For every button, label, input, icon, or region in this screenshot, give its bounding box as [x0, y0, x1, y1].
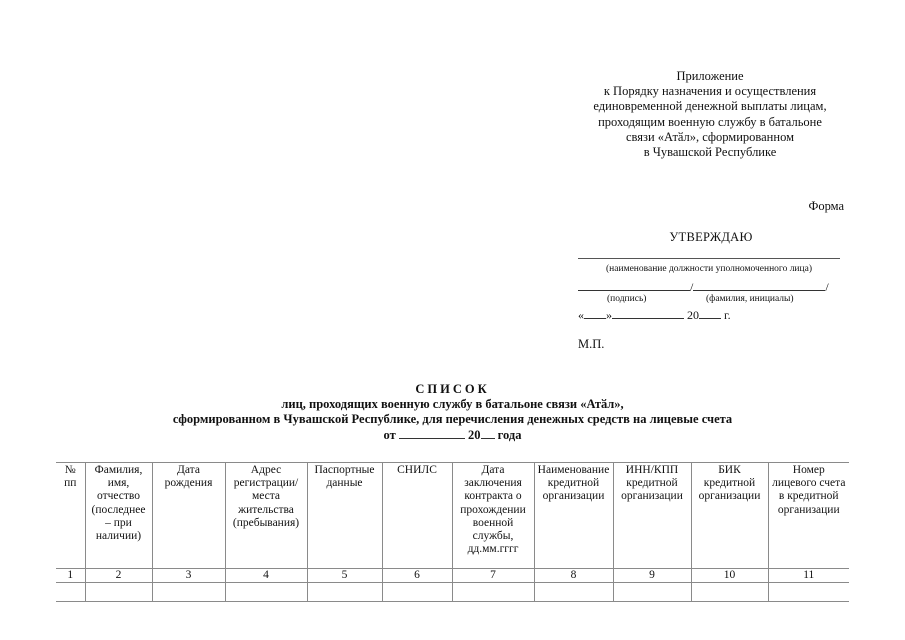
year-blank: [699, 307, 721, 319]
column-header-passport: Паспортные данные: [307, 463, 382, 569]
title-heading: СПИСОК: [415, 382, 490, 396]
quote-close: »: [606, 308, 612, 322]
slash: /: [825, 280, 829, 294]
column-numbers-row: [56, 569, 849, 583]
header-row: [56, 463, 849, 569]
table-cell: [225, 583, 307, 602]
column-number: 3: [152, 569, 225, 583]
table-cell: [452, 583, 534, 602]
year-prefix: 20: [687, 308, 699, 322]
quote-open: «: [578, 308, 584, 322]
column-header-account-number: Номер лицевого счета в кредитной организации: [768, 463, 849, 569]
position-caption: (наименование должности уполномоченного лица): [606, 264, 812, 274]
position-line: [578, 258, 840, 259]
column-header-contract-date: Дата заключения контракта о прохождении военной службы, дд.мм.гггг: [452, 463, 534, 569]
signature-row: [578, 279, 829, 295]
approval-date-row: [578, 307, 731, 323]
appendix-line: в Чувашской Республике: [643, 145, 777, 160]
table-cell: [307, 583, 382, 602]
title-date-line: [0, 427, 905, 443]
column-header-snils: СНИЛС: [382, 463, 452, 569]
date-prefix: от: [383, 428, 396, 442]
table-cell: [691, 583, 768, 602]
name-line: [693, 279, 825, 291]
table-cell: [152, 583, 225, 602]
approval-heading: УТВЕРЖДАЮ: [669, 230, 753, 244]
date-year: 20: [468, 428, 481, 442]
column-number: 1: [56, 569, 85, 583]
column-header-address: Адрес регистрации/ места жительства (пребывания): [225, 463, 307, 569]
column-number: 6: [382, 569, 452, 583]
list-table: [56, 462, 849, 602]
title-line: лиц, проходящих военную службу в батальоне связи «Атӑл»,: [281, 397, 624, 411]
table-cell: [768, 583, 849, 602]
column-header-birth-date: Дата рождения: [152, 463, 225, 569]
column-header-inn-kpp: ИНН/КПП кредитной организации: [613, 463, 691, 569]
appendix-header: [555, 69, 865, 160]
appendix-line: Приложение: [676, 69, 744, 83]
column-number: 9: [613, 569, 691, 583]
column-number: 10: [691, 569, 768, 583]
appendix-line: связи «Атӑл», сформированном: [626, 129, 794, 144]
date-blank: [399, 427, 465, 439]
column-number: 7: [452, 569, 534, 583]
column-number: 8: [534, 569, 613, 583]
column-number: 2: [85, 569, 152, 583]
table-row: [56, 583, 849, 602]
signature-line: [578, 279, 690, 291]
column-number: 5: [307, 569, 382, 583]
column-header-full-name: Фамилия, имя, отчество (последнее – при наличии): [85, 463, 152, 569]
appendix-line: проходящим военную службу в батальоне: [598, 114, 822, 129]
day-blank: [584, 307, 606, 319]
year-blank: [481, 427, 495, 439]
column-number: 11: [768, 569, 849, 583]
table-cell: [85, 583, 152, 602]
signature-caption: (подпись): [607, 294, 647, 304]
column-header-bank-name: Наименование кредитной организации: [534, 463, 613, 569]
column-header-number: № пп: [56, 463, 85, 569]
column-number: 4: [225, 569, 307, 583]
table-cell: [613, 583, 691, 602]
appendix-line: единовременной денежной выплаты лицам,: [593, 99, 827, 114]
table-cell: [56, 583, 85, 602]
appendix-line: к Порядку назначения и осуществления: [603, 84, 817, 99]
column-header-bik: БИК кредитной организации: [691, 463, 768, 569]
stamp-place: М.П.: [578, 337, 605, 351]
month-blank: [612, 307, 684, 319]
table-cell: [534, 583, 613, 602]
name-caption: (фамилия, инициалы): [706, 294, 794, 304]
table-cell: [382, 583, 452, 602]
year-suffix: г.: [724, 308, 731, 322]
form-label: Форма: [808, 199, 844, 213]
slash: /: [690, 280, 694, 294]
date-suffix: года: [497, 428, 522, 442]
title-line: сформированном в Чувашской Республике, для перечисления денежных средств на лицевые счета: [172, 412, 733, 426]
document-title: [0, 382, 905, 443]
